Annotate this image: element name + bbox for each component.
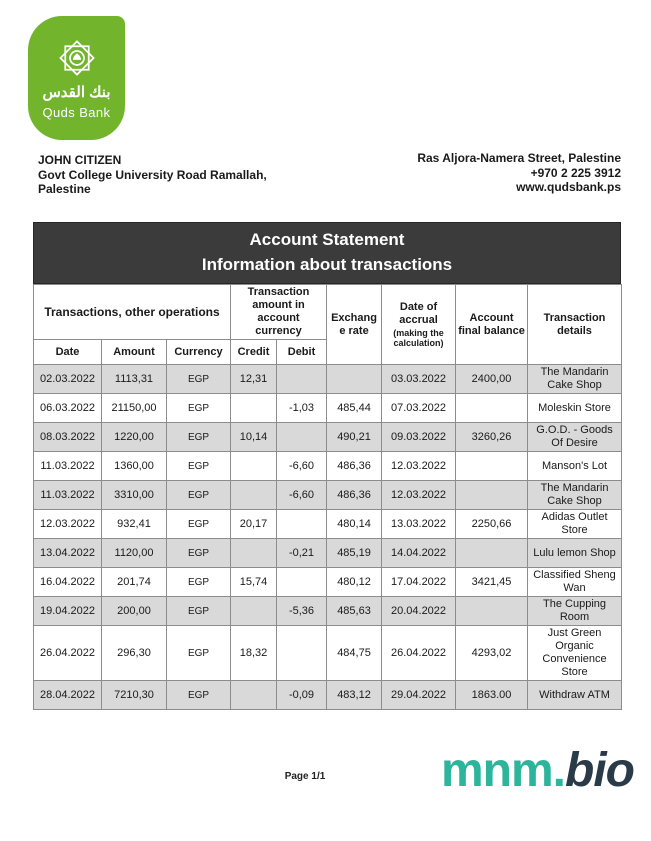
transaction-exchange-rate: 485,44 xyxy=(327,394,382,423)
transaction-debit: -6,60 xyxy=(277,452,327,481)
transaction-final-balance: 4293,02 xyxy=(456,626,528,681)
quds-bank-logo xyxy=(28,16,125,140)
transaction-details: Withdraw ATM xyxy=(528,681,622,710)
transaction-row xyxy=(34,394,622,423)
bank-phone: +970 2 225 3912 xyxy=(530,165,621,180)
table-header xyxy=(34,285,622,365)
transaction-date: 12.03.2022 xyxy=(34,510,102,539)
transaction-accrual-date: 09.03.2022 xyxy=(382,423,456,452)
mnm-bio-logo-suffix: bio xyxy=(565,744,634,797)
transaction-final-balance: 3421,45 xyxy=(456,568,528,597)
transaction-details: The Mandarin Cake Shop xyxy=(528,365,622,394)
header-transactions-operations: Transactions, other operations xyxy=(34,285,231,340)
header-accrual-date xyxy=(382,285,456,365)
transaction-details: Just Green Organic Convenience Store xyxy=(528,626,622,681)
transaction-exchange-rate: 490,21 xyxy=(327,423,382,452)
transaction-debit: -6,60 xyxy=(277,481,327,510)
transaction-accrual-date: 14.04.2022 xyxy=(382,539,456,568)
bank-contact-block xyxy=(417,151,621,195)
transaction-date: 02.03.2022 xyxy=(34,365,102,394)
transaction-date: 08.03.2022 xyxy=(34,423,102,452)
transaction-credit xyxy=(231,394,277,423)
transaction-row xyxy=(34,681,622,710)
transaction-details: The Cupping Room xyxy=(528,597,622,626)
transaction-row xyxy=(34,597,622,626)
customer-address-line2: Palestine xyxy=(38,182,91,196)
transaction-date: 11.03.2022 xyxy=(34,452,102,481)
statement-subtitle: Information about transactions xyxy=(201,255,453,274)
transaction-amount: 201,74 xyxy=(102,568,167,597)
transaction-currency: EGP xyxy=(167,597,231,626)
transaction-exchange-rate: 485,63 xyxy=(327,597,382,626)
transaction-debit xyxy=(277,423,327,452)
transaction-exchange-rate: 486,36 xyxy=(327,481,382,510)
transaction-details: Moleskin Store xyxy=(528,394,622,423)
transaction-currency: EGP xyxy=(167,452,231,481)
transaction-currency: EGP xyxy=(167,423,231,452)
transaction-credit: 10,14 xyxy=(231,423,277,452)
transaction-date: 11.03.2022 xyxy=(34,481,102,510)
transaction-credit xyxy=(231,539,277,568)
transaction-accrual-date: 03.03.2022 xyxy=(382,365,456,394)
transaction-accrual-date: 13.03.2022 xyxy=(382,510,456,539)
transaction-credit: 12,31 xyxy=(231,365,277,394)
transaction-debit: -0,21 xyxy=(277,539,327,568)
transaction-credit xyxy=(231,681,277,710)
transaction-final-balance xyxy=(456,597,528,626)
transaction-details: G.O.D. - Goods Of Desire xyxy=(528,423,622,452)
transaction-exchange-rate: 486,36 xyxy=(327,452,382,481)
subheader-credit: Credit xyxy=(231,340,277,365)
transaction-debit: -1,03 xyxy=(277,394,327,423)
transaction-accrual-date: 29.04.2022 xyxy=(382,681,456,710)
transaction-final-balance xyxy=(456,394,528,423)
transaction-accrual-date: 12.03.2022 xyxy=(382,481,456,510)
transaction-exchange-rate: 480,14 xyxy=(327,510,382,539)
transaction-amount: 200,00 xyxy=(102,597,167,626)
transaction-credit xyxy=(231,452,277,481)
transaction-currency: EGP xyxy=(167,626,231,681)
transaction-currency: EGP xyxy=(167,681,231,710)
transaction-exchange-rate: 485,19 xyxy=(327,539,382,568)
bank-website: www.qudsbank.ps xyxy=(516,180,621,194)
transaction-accrual-date: 26.04.2022 xyxy=(382,626,456,681)
transaction-final-balance xyxy=(456,539,528,568)
transaction-row xyxy=(34,481,622,510)
transaction-amount: 1120,00 xyxy=(102,539,167,568)
transaction-final-balance: 2250,66 xyxy=(456,510,528,539)
transaction-currency: EGP xyxy=(167,510,231,539)
transaction-date: 26.04.2022 xyxy=(34,626,102,681)
statement-title: Account Statement xyxy=(249,230,405,249)
transaction-credit xyxy=(231,597,277,626)
transaction-final-balance xyxy=(456,481,528,510)
transaction-details: The Mandarin Cake Shop xyxy=(528,481,622,510)
transaction-date: 13.04.2022 xyxy=(34,539,102,568)
transaction-amount: 3310,00 xyxy=(102,481,167,510)
transaction-accrual-date: 17.04.2022 xyxy=(382,568,456,597)
customer-address-line1: Govt College University Road Ramallah, xyxy=(38,167,267,182)
transaction-date: 19.04.2022 xyxy=(34,597,102,626)
transaction-credit: 20,17 xyxy=(231,510,277,539)
transaction-debit xyxy=(277,365,327,394)
transaction-currency: EGP xyxy=(167,481,231,510)
bank-name-english: Quds Bank xyxy=(42,104,111,120)
transaction-row xyxy=(34,510,622,539)
transaction-amount: 296,30 xyxy=(102,626,167,681)
transactions-table xyxy=(33,284,622,710)
transaction-date: 06.03.2022 xyxy=(34,394,102,423)
transaction-date: 28.04.2022 xyxy=(34,681,102,710)
subheader-date: Date xyxy=(34,340,102,365)
subheader-debit: Debit xyxy=(277,340,327,365)
transaction-currency: EGP xyxy=(167,365,231,394)
transaction-amount: 7210,30 xyxy=(102,681,167,710)
subheader-amount: Amount xyxy=(102,340,167,365)
transaction-exchange-rate: 483,12 xyxy=(327,681,382,710)
transaction-row xyxy=(34,452,622,481)
transaction-credit: 18,32 xyxy=(231,626,277,681)
customer-address-block xyxy=(38,153,267,197)
header-transaction-details: Transaction details xyxy=(528,285,622,365)
transaction-currency: EGP xyxy=(167,394,231,423)
transactions-tbody xyxy=(34,365,622,710)
transaction-amount: 932,41 xyxy=(102,510,167,539)
transaction-details: Lulu lemon Shop xyxy=(528,539,622,568)
transaction-debit: -0,09 xyxy=(277,681,327,710)
transaction-details: Classified Sheng Wan xyxy=(528,568,622,597)
transaction-details: Adidas Outlet Store xyxy=(528,510,622,539)
transaction-debit xyxy=(277,510,327,539)
transaction-amount: 21150,00 xyxy=(102,394,167,423)
transaction-row xyxy=(34,568,622,597)
header-exchange-rate: Exchange rate xyxy=(327,285,382,365)
header-accrual-note: (making the calculation) xyxy=(393,327,444,348)
header-accrual-main: Date of accrual xyxy=(399,300,438,326)
transaction-amount: 1220,00 xyxy=(102,423,167,452)
transaction-amount: 1360,00 xyxy=(102,452,167,481)
subheader-currency: Currency xyxy=(167,340,231,365)
transaction-final-balance: 2400,00 xyxy=(456,365,528,394)
transaction-row xyxy=(34,539,622,568)
transaction-final-balance: 3260,26 xyxy=(456,423,528,452)
header-amount-account-currency: Transaction amount in account currency xyxy=(231,285,327,340)
transaction-credit: 15,74 xyxy=(231,568,277,597)
transaction-accrual-date: 07.03.2022 xyxy=(382,394,456,423)
transaction-debit xyxy=(277,568,327,597)
transaction-row xyxy=(34,626,622,681)
page-number: Page 1/1 xyxy=(284,771,326,782)
transaction-row xyxy=(34,365,622,394)
transaction-exchange-rate: 480,12 xyxy=(327,568,382,597)
transaction-credit xyxy=(231,481,277,510)
transaction-currency: EGP xyxy=(167,568,231,597)
transaction-accrual-date: 20.04.2022 xyxy=(382,597,456,626)
transaction-final-balance xyxy=(456,452,528,481)
transaction-amount: 1113,31 xyxy=(102,365,167,394)
mnm-bio-logo xyxy=(441,745,634,798)
statement-title-bar xyxy=(33,222,621,284)
transaction-exchange-rate: 484,75 xyxy=(327,626,382,681)
mnm-bio-logo-prefix: mnm. xyxy=(441,744,566,797)
transaction-currency: EGP xyxy=(167,539,231,568)
header-final-balance: Account final balance xyxy=(456,285,528,365)
transaction-debit: -5,36 xyxy=(277,597,327,626)
transaction-row xyxy=(34,423,622,452)
transaction-debit xyxy=(277,626,327,681)
transaction-exchange-rate xyxy=(327,365,382,394)
bank-name-arabic: بنك القدس xyxy=(42,84,111,101)
bank-emblem-icon xyxy=(55,36,99,80)
bank-street-address: Ras Aljora-Namera Street, Palestine xyxy=(417,151,621,165)
transaction-final-balance: 1863.00 xyxy=(456,681,528,710)
transaction-date: 16.04.2022 xyxy=(34,568,102,597)
customer-name: JOHN CITIZEN xyxy=(38,153,122,167)
transaction-details: Manson's Lot xyxy=(528,452,622,481)
transaction-accrual-date: 12.03.2022 xyxy=(382,452,456,481)
